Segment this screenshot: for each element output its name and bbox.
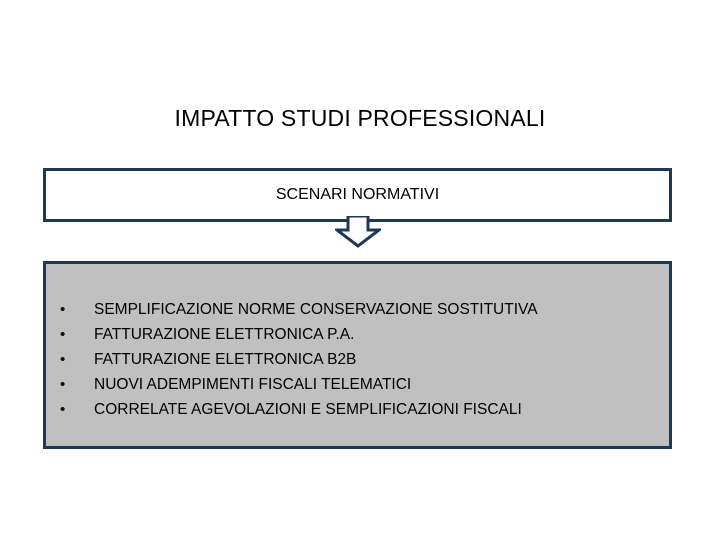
bullet: • xyxy=(60,351,66,368)
bullet: • xyxy=(60,376,66,393)
down-arrow-icon xyxy=(335,216,381,248)
page-title: IMPATTO STUDI PROFESSIONALI xyxy=(174,105,546,131)
topics-box xyxy=(43,261,672,449)
list-item-text: SEMPLIFICAZIONE NORME CONSERVAZIONE SOSTITUTIVA xyxy=(94,301,538,318)
bullet: • xyxy=(60,301,66,318)
scenari-box xyxy=(43,168,672,222)
scenari-label: SCENARI NORMATIVI xyxy=(275,186,440,203)
list-item-text: CORRELATE AGEVOLAZIONI E SEMPLIFICAZIONI FISCALI xyxy=(94,401,522,418)
list-item-text: NUOVI ADEMPIMENTI FISCALI TELEMATICI xyxy=(94,376,412,393)
list-item-text: FATTURAZIONE ELETTRONICA P.A. xyxy=(94,326,355,343)
bullet: • xyxy=(60,401,66,418)
bullet: • xyxy=(60,326,66,343)
list-item-text: FATTURAZIONE ELETTRONICA B2B xyxy=(94,351,357,368)
